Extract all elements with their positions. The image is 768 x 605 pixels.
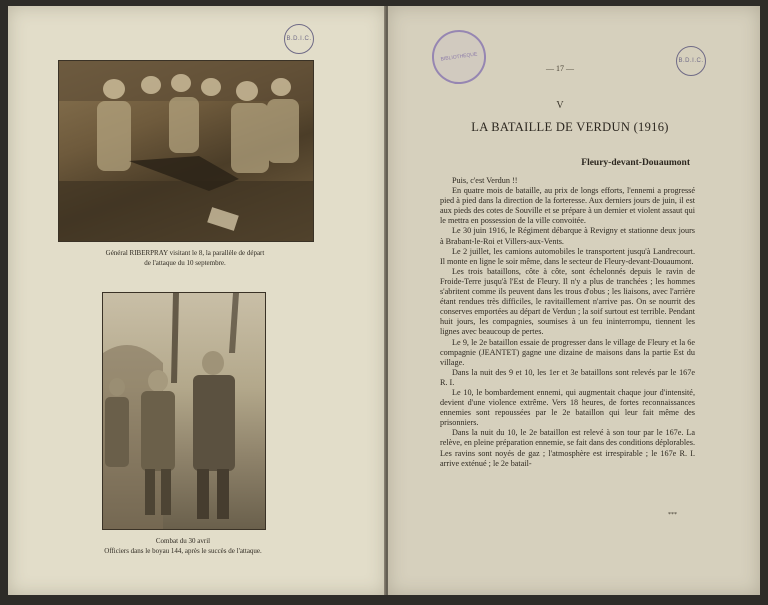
section-heading: Fleury-devant-Douaumont xyxy=(581,158,690,168)
paragraph: Puis, c'est Verdun !! xyxy=(452,176,518,185)
caption-line: Officiers dans le boyau 144, après le succès de l'attaque. xyxy=(104,547,262,555)
caption-line: Général RIBERPRAY visitant le 8, la parallèle de départ xyxy=(105,249,265,257)
photo-general-visit-image xyxy=(59,61,313,241)
paragraph: Le 30 juin 1916, le Régiment débarque à Revigny et stationne deux jours à Brabant-le-Roi et Villers-aux-Vents. xyxy=(440,226,695,246)
page-number: — 17 — xyxy=(546,64,574,73)
chapter-number: V xyxy=(556,100,564,111)
paragraph: Dans la nuit des 9 et 10, les 1er et 3e bataillons sont relevés par le 167e R. I. xyxy=(440,367,695,387)
stamp-text: B.D.I.C. xyxy=(286,36,312,42)
paragraph: Le 9, le 2e bataillon essaie de progresser dans le village de Fleury et la 6e compagnie (JEANTET) gagne une dizaine de maisons dans la partie Est du village. xyxy=(440,337,695,367)
paragraph: Dans la nuit du 10, le 2e bataillon est relevé à son tour par le 167e. La relève, en pleine préparation ennemie, se fait dans des conditions déplorables. Les ravins sont noyés de gaz ; l'atmosphère est irrespirable ; le 167e R. I. arrive exténué ; le 2e batail- xyxy=(440,428,695,468)
body-text xyxy=(440,176,695,469)
stamp-text: BIBLIOTHEQUE xyxy=(440,50,478,63)
paragraph: Le 10, le bombardement ennemi, qui augmentait chaque jour d'intensité, devient d'une violence extrême. Vers 18 heures, de fortes reconnaissances ennemies sont repoussées par le 2e bataillon qui leur fait même des prisonniers. xyxy=(440,387,695,428)
bdic-stamp-right xyxy=(676,46,706,76)
paragraph: Le 2 juillet, les camions automobiles le transportent jusqu'à Landrecourt. Il monte en ligne le soir même, dans le secteur de Fleury-devant-Douaumont. xyxy=(440,246,695,266)
chapter-title: LA BATAILLE DE VERDUN (1916) xyxy=(471,120,669,134)
paragraph: Les trois bataillons, côte à côte, sont échelonnés depuis le ravin de Froide-Terre jusqu'à l'Est de Fleury. Il n'y a plus de tranchées ; les hommes s'abritent comme ils peuvent dans les trous d'obus ; les liaisons, avec l'arrière étant rendues très difficiles, le ravitaillement n'arrive pas. On se nourrit des conserves emportées au départ de Verdun ; la soif surtout est terrible. Pendant huit jours, les compagnies, soumises à un feu ininterrompu, tiennent les lignes avec beaucoup de pertes. xyxy=(440,266,695,337)
photo2-caption xyxy=(70,536,296,556)
fleuron: *** xyxy=(668,512,677,518)
photo-officers-trench-image xyxy=(103,293,265,529)
stamp-text: B.D.I.C. xyxy=(678,58,704,64)
bdic-stamp-left xyxy=(284,24,314,54)
caption-line: de l'attaque du 10 septembre. xyxy=(144,259,226,267)
paragraph: En quatre mois de bataille, au prix de longs efforts, l'ennemi a progressé pied à pied dans la direction de la forteresse. Aux derniers jours de juin, il est aux pieds des cotes de Souville et se prépare à un dernier et violent assaut qui le mettra en possession de la ville convoitée. xyxy=(440,186,695,226)
photo1-caption xyxy=(58,248,312,268)
photo-officers-trench xyxy=(102,292,266,530)
caption-line: Combat du 30 avril xyxy=(155,537,211,545)
photo-general-visit xyxy=(58,60,314,242)
